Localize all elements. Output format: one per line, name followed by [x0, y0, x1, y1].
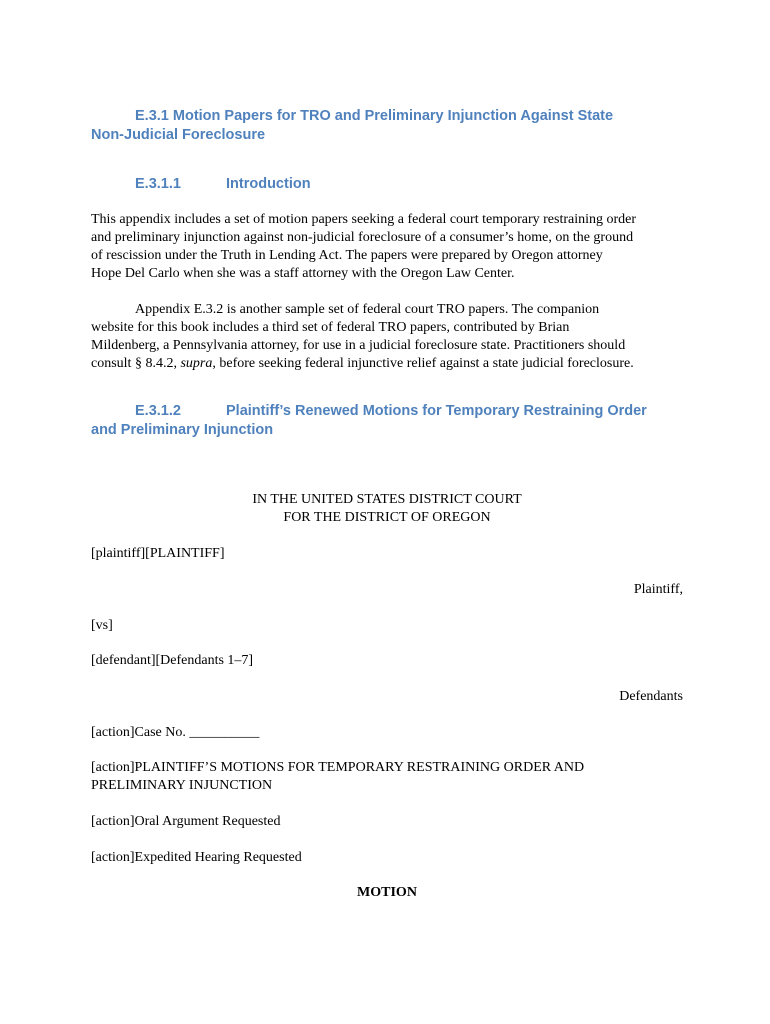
- section-heading-e312-line1: [91, 402, 691, 421]
- appendix-text: , before seeking federal injunctive relief against a state judicial foreclosure.: [212, 356, 634, 371]
- intro-line: This appendix includes a set of motion papers seeking a federal court temporary restraining order: [91, 212, 637, 227]
- defendants-label: Defendants: [619, 689, 683, 704]
- section-heading-e311: [91, 175, 691, 194]
- section-number: E.3.1.1: [135, 176, 181, 192]
- section-title-line2: and Preliminary Injunction: [91, 422, 274, 438]
- defendant-field: [defendant][Defendants 1–7]: [91, 653, 254, 668]
- plaintiff-label: Plaintiff,: [633, 582, 683, 597]
- intro-paragraph: [91, 211, 683, 283]
- section-title-line1: Plaintiff’s Renewed Motions for Temporary Restraining Order: [226, 403, 647, 419]
- appendix-text: consult § 8.4.2,: [91, 356, 181, 371]
- case-number: [action]Case No. __________: [91, 725, 260, 740]
- intro-line: Hope Del Carlo when she was a staff attorney with the Oregon Law Center.: [91, 266, 515, 281]
- oral-argument-line: [action]Oral Argument Requested: [91, 814, 281, 829]
- intro-line: and preliminary injunction against non-judicial foreclosure of a consumer’s home, on the ground: [91, 230, 634, 245]
- appendix-line: website for this book includes a third set of federal TRO papers, contributed by Brian: [91, 320, 570, 335]
- section-heading-e312: [91, 402, 691, 440]
- plaintiff-field: [plaintiff][PLAINTIFF]: [91, 546, 225, 561]
- appendix-line: Appendix E.3.2 is another sample set of federal court TRO papers. The companion: [135, 302, 600, 317]
- appendix-line-4: [91, 355, 683, 373]
- section-number: E.3.1.2: [135, 403, 181, 419]
- court-line: FOR THE DISTRICT OF OREGON: [283, 510, 491, 525]
- section-title-line2: Non-Judicial Foreclosure: [91, 127, 266, 143]
- court-line: IN THE UNITED STATES DISTRICT COURT: [252, 492, 522, 507]
- appendix-line: Mildenberg, a Pennsylvania attorney, for use in a judicial foreclosure state. Practitioners should: [91, 338, 626, 353]
- court-heading: [91, 491, 683, 527]
- section-heading-e31-line1: [91, 107, 691, 126]
- section-number: E.3.1: [135, 108, 169, 124]
- motion-heading: MOTION: [357, 885, 417, 900]
- motions-title: [91, 759, 683, 795]
- expedited-hearing-line: [action]Expedited Hearing Requested: [91, 850, 302, 865]
- section-heading-e31: [91, 107, 691, 145]
- appendix-paragraph: [91, 301, 683, 373]
- section-title: Introduction: [226, 176, 311, 192]
- appendix-italic-supra: supra: [180, 356, 213, 371]
- motions-title-line: [action]PLAINTIFF’S MOTIONS FOR TEMPORARY RESTRAINING ORDER AND: [91, 760, 585, 775]
- vs-field: [vs]: [91, 618, 113, 633]
- motions-title-line: PRELIMINARY INJUNCTION: [91, 778, 273, 793]
- intro-line: of rescission under the Truth in Lending Act. The papers were prepared by Oregon attorney: [91, 248, 603, 263]
- section-title-line1: Motion Papers for TRO and Preliminary Injunction Against State: [172, 108, 614, 124]
